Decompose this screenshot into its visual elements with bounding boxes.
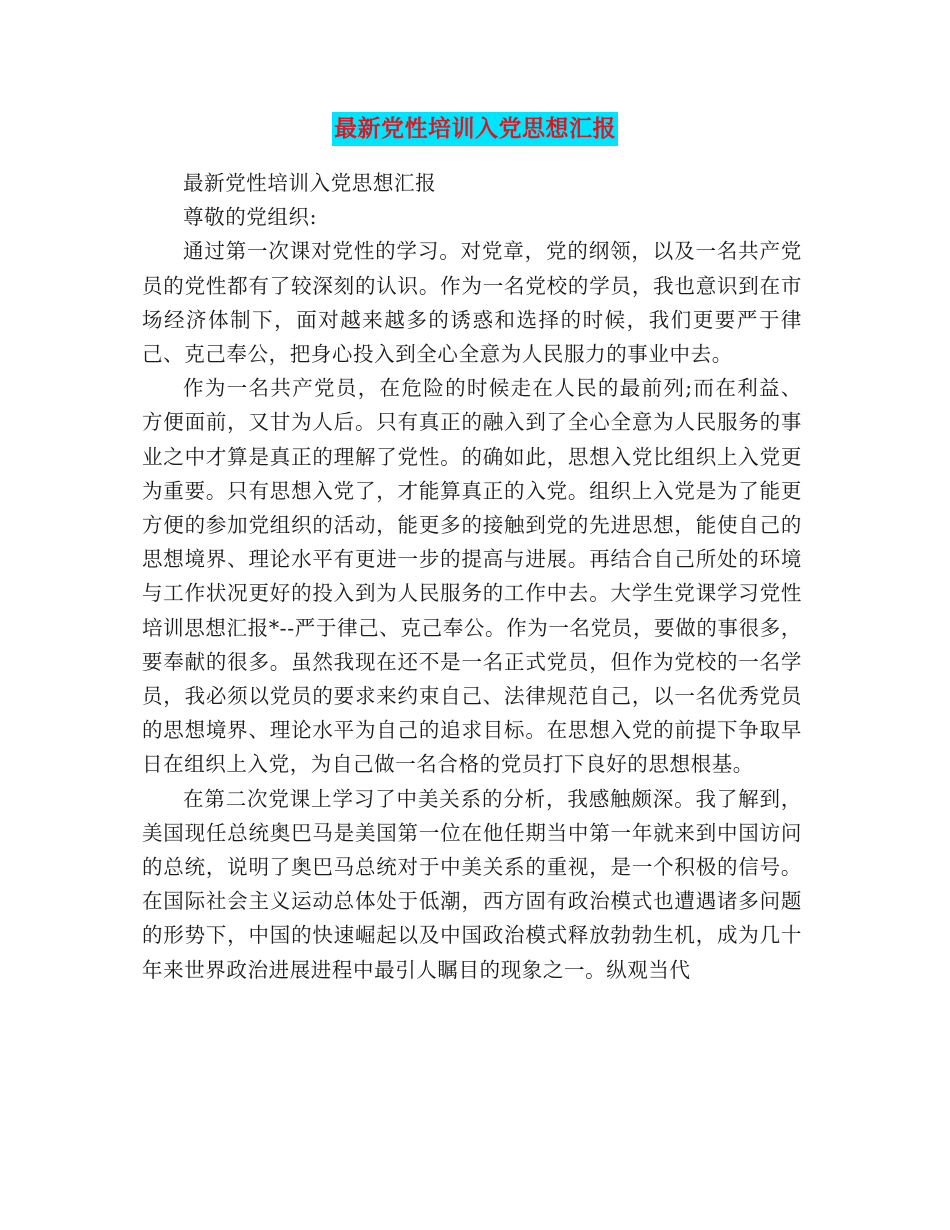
title-container [0,112,950,146]
paragraph-subtitle: 最新党性培训入党思想汇报 [183,171,437,195]
document-title: 最新党性培训入党思想汇报 [332,112,618,146]
paragraph-salutation: 尊敬的党组织: [183,205,318,230]
paragraph: 作为一名共产党员，在危险的时候走在人民的最前列;而在利益、方便面前，又甘为人后。只有真正的融入到了全心全意为人民服务的事业之中才算是真正的理解了党性。的确如此，思想入党比组织上入党更为重要。只有思想入党了，才能算真正的入党。组织上入党是为了能更方便的参加党组织的活动，能更多的接触到党的先进思想，能使自己的思想境界、理论水平有更进一步的提高与进展。再结合自己所处的环境与工作状况更好的投入到为人民服务的工作中去。大学生党课学习党性培训思想汇报*--严于律己、克己奉公。作为一名党员，要做的事很多，要奉献的很多。虽然我现在还不是一名正式党员，但作为党校的一名学员，我必须以党员的要求来约束自己、法律规范自己，以一名优秀党员的思想境界、理论水平为自己的追求目标。在思想入党的前提下争取早日在组织上入党，为自己做一名合格的党员打下良好的思想根基。 [142,376,802,777]
document-body [142,166,802,987]
paragraph: 在第二次党课上学习了中美关系的分析，我感触颇深。我了解到，美国现任总统奥巴马是美国第一位在他任期当中第一年就来到中国访问的总统，说明了奥巴马总统对于中美关系的重视，是一个积极的信号。在国际社会主义运动总体处于低潮，西方固有政治模式也遭遇诸多问题的形势下，中国的快速崛起以及中国政治模式释放勃勃生机，成为几十年来世界政治进展进程中最引人瞩目的现象之一。纵观当代 [142,786,802,982]
paragraph: 通过第一次课对党性的学习。对党章，党的纲领，以及一名共产党员的党性都有了较深刻的认识。作为一名党校的学员，我也意识到在市场经济体制下，面对越来越多的诱惑和选择的时候，我们更要严于律己、克己奉公，把身心投入到全心全意为人民服力的事业中去。 [142,239,802,367]
